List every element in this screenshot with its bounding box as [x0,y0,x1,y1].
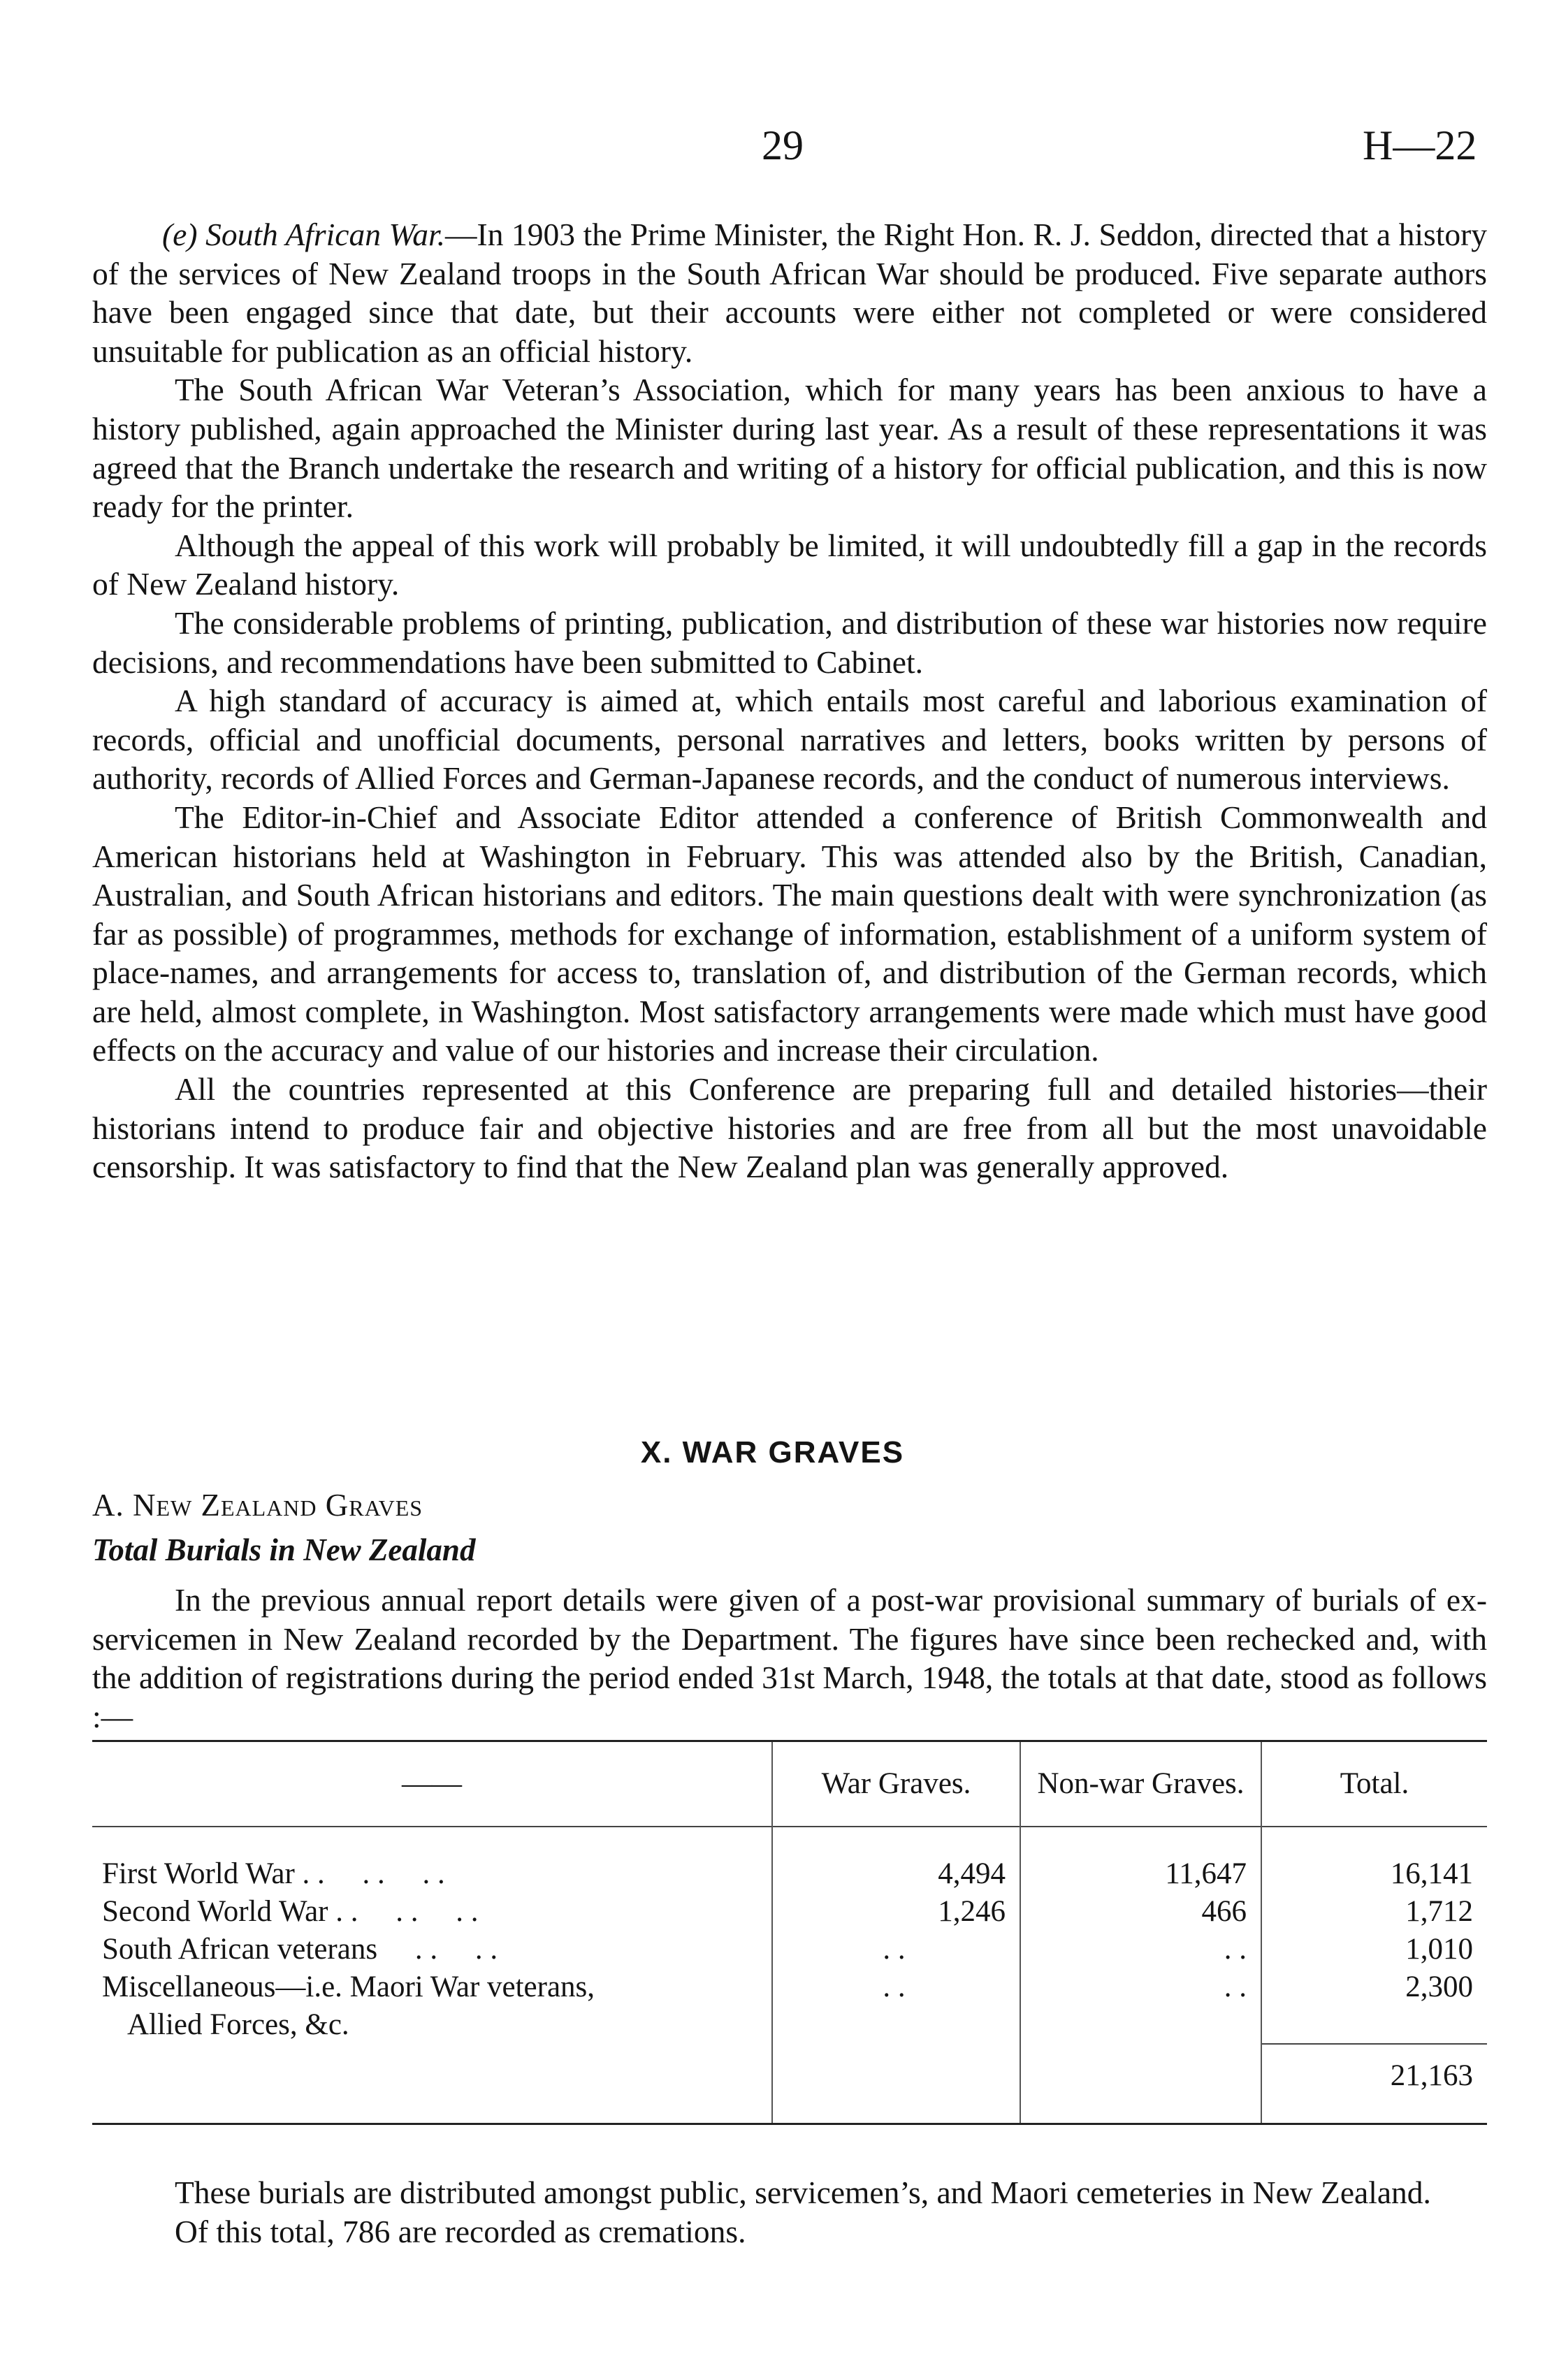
section-e-paragraph-2: The South African War Veteran’s Association, which for many years has been anxious to have a history published, again approached the Minister during last year. As a result of these representations it was agreed that the Branch undertake the research and writing of a history for official publication, and this is now ready for the printer. [92,372,1487,525]
cell-total: 1,712 [1261,1893,1487,1931]
cell-war-graves: 4,494 [772,1855,1020,1893]
section-e-label: (e) [162,217,198,252]
page-number: 29 [762,122,804,168]
cell-non-war-graves: . . [1020,1931,1261,1968]
row-label: Second World War [102,1895,328,1928]
row-label-continued: Allied Forces, &c. [127,2008,349,2041]
table-row [92,1968,1487,2044]
burials-table [92,1740,1487,2125]
section-e-paragraph-5: A high standard of accuracy is aimed at, which entails most careful and laborious examination of records, official and unofficial documents, personal narratives and letters, books written by persons of authority, records of Allied Forces and German-Japanese records, and the conduct of numerous interviews. [92,683,1487,797]
row-label: Miscellaneous—i.e. Maori War veterans, [102,1971,595,2003]
outro-paragraph-1: These burials are distributed amongst public, servicemen’s, and Maori cemeteries in New Zealand. [175,2175,1431,2210]
section-e-body [92,215,1487,1187]
subsection-heading: A. New Zealand Graves [92,1488,423,1523]
section-e-paragraph-4: The considerable problems of printing, publication, and distribution of these war histories now require decisions, and recommendations have been submitted to Cabinet. [92,604,1487,680]
grand-total: 21,163 [1261,2044,1487,2124]
cell-total: 2,300 [1261,1968,1487,2044]
table-row: First World War . . . . . . 4,494 11,647 16,141 [92,1855,1487,1893]
header-non-war-graves: Non-war Graves. [1020,1742,1261,1827]
section-e-title: South African War. [205,217,446,252]
table-corner: —— [402,1767,462,1800]
table-row: South African veterans . . . . . . . . 1,010 [92,1931,1487,1968]
cell-total: 1,010 [1261,1931,1487,1968]
document-reference: H—22 [1363,122,1477,168]
war-graves-intro [92,1581,1487,1736]
cell-non-war-graves: . . [1020,1968,1261,2044]
cell-total: 16,141 [1261,1855,1487,1893]
row-label: First World War [102,1857,295,1890]
cell-war-graves: . . [772,1968,1020,2044]
cell-war-graves: 1,246 [772,1893,1020,1931]
grand-total-row [92,2044,1487,2124]
cell-war-graves: . . [772,1931,1020,1968]
intro-paragraph: In the previous annual report details were given of a post-war provisional summary of burials of ex-servicemen in New Zealand recorded by the Department. The figures have since been rechecked and, with the addition of registrations during the period ended 31st March, 1948, the totals at that date, stood as follows :— [92,1582,1487,1734]
section-e-paragraph-1: (e) South African War.—In 1903 the Prime Minister, the Right Hon. R. J. Seddon, directed that a history of the services of New Zealand troops in the South African War should be produced. Five separate authors have been engaged since that date, but their accounts were either not completed or were considered unsuitable for publication as an official history. [92,217,1487,369]
section-e-paragraph-6: The Editor-in-Chief and Associate Editor attended a conference of British Commonwealth and American historians held at Washington in February. This was attended also by the British, Canadian, Australian, and South African historians and editors. The main questions dealt with were synchronization (as far as possible) of programmes, methods for exchange of information, establishment of a uniform system of place-names, and arrangements for access to, translation of, and distribution of the German records, which are held, almost complete, in Washington. Most satisfactory arrangements were made which must have good effects on the accuracy and value of our histories and increase their circulation. [92,799,1487,1068]
outro-paragraph-2: Of this total, 786 are recorded as cremations. [175,2213,746,2249]
table-header-row [92,1742,1487,1827]
row-label: South African veterans [102,1933,378,1966]
header-war-graves: War Graves. [772,1742,1020,1827]
cell-non-war-graves: 466 [1020,1893,1261,1931]
section-heading: X. WAR GRAVES [640,1435,905,1470]
header-total: Total. [1261,1742,1487,1827]
war-graves-outro [92,2173,1487,2251]
section-e-paragraph-3: Although the appeal of this work will probably be limited, it will undoubtedly fill a gap in the records of New Zealand history. [92,527,1487,602]
cell-non-war-graves: 11,647 [1020,1855,1261,1893]
section-e-paragraph-7: All the countries represented at this Conference are preparing full and detailed histories—their historians intend to produce fair and objective histories and are free from all but the most unavoidable censorship. It was satisfactory to find that the New Zealand plan was generally approved. [92,1071,1487,1185]
table-row: Second World War . . . . . . 1,246 466 1,712 [92,1893,1487,1931]
subsubsection-heading: Total Burials in New Zealand [92,1532,476,1567]
